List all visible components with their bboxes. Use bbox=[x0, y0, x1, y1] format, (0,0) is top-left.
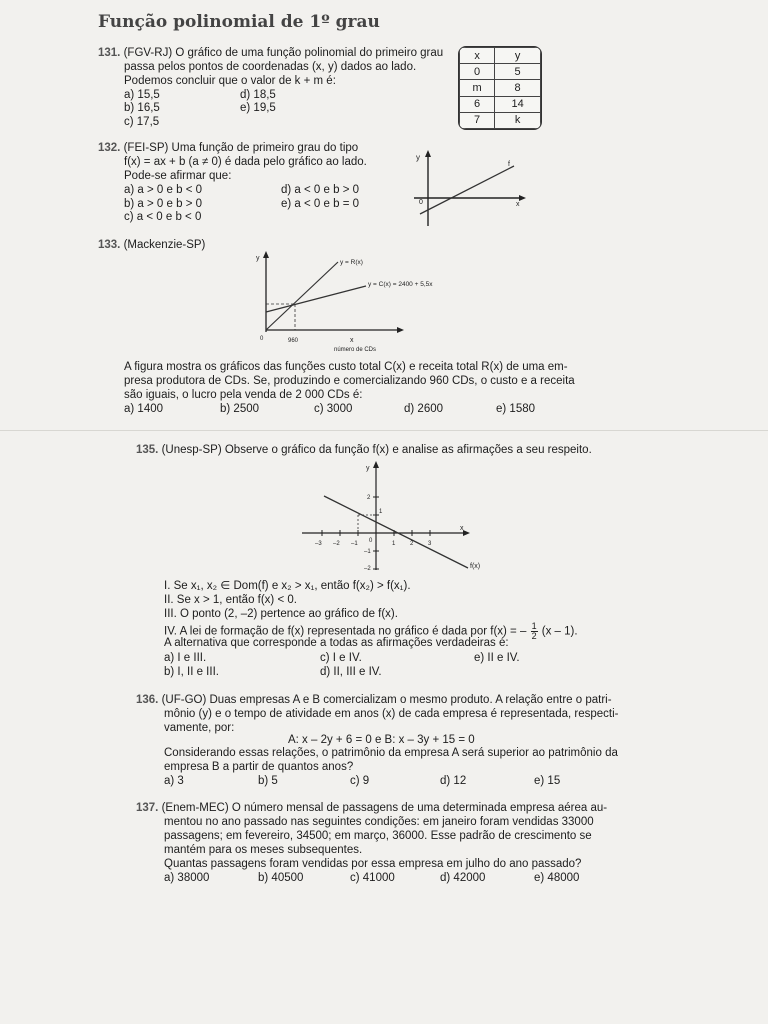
option-b[interactable]: b) 5 bbox=[258, 775, 278, 787]
table-cell: k bbox=[495, 112, 541, 128]
x-tick-label: 1 bbox=[392, 541, 396, 547]
fraction-numerator: 1 bbox=[531, 621, 537, 631]
question-number: 133. bbox=[98, 239, 121, 251]
table-header: y bbox=[495, 48, 541, 64]
question-text: Quantas passagens foram vendidas por essa empresa em julho do ano passado? bbox=[164, 858, 582, 870]
page-title: Função polinomial de 1º grau bbox=[98, 12, 380, 32]
axis-label-y: y bbox=[256, 255, 260, 262]
page-divider bbox=[0, 430, 768, 431]
question-text: (Enem-MEC) O número mensal de passagens de uma determinada empresa aérea au- bbox=[161, 802, 608, 814]
statement-iv-tail: (x – 1). bbox=[541, 625, 578, 638]
axis-label-x: x bbox=[350, 337, 354, 344]
graph-133 bbox=[252, 248, 472, 354]
axis-label-y: y bbox=[416, 153, 420, 162]
y-tick-label: –2 bbox=[364, 566, 371, 572]
question-number: 132. bbox=[98, 142, 121, 154]
question-text: mônio (y) e o tempo de atividade em anos (x) de cada empresa é representada, respecti- bbox=[164, 708, 619, 720]
option-a[interactable]: a) 3 bbox=[164, 775, 184, 787]
line-label: f bbox=[508, 161, 510, 168]
question-text: passa pelos pontos de coordenadas (x, y) dados ao lado. bbox=[124, 61, 417, 73]
question-number: 136. bbox=[136, 694, 159, 706]
origin-label: 0 bbox=[419, 199, 423, 206]
question-text: A alternativa que corresponde a todas as afirmações verdadeiras é: bbox=[164, 637, 509, 649]
origin-label: 0 bbox=[260, 336, 264, 342]
equation: A: x – 2y + 6 = 0 e B: x – 3y + 15 = 0 bbox=[288, 734, 475, 746]
option-e[interactable]: e) II e IV. bbox=[474, 652, 520, 664]
question-text: (Mackenzie-SP) bbox=[123, 239, 206, 251]
question-text: Podemos concluir que o valor de k + m é: bbox=[124, 75, 336, 87]
table-cell: 5 bbox=[495, 64, 541, 80]
question-text: presa produtora de CDs. Se, produzindo e comercializando 960 CDs, o custo e a receita bbox=[124, 375, 575, 387]
question-text: passagens; em fevereiro, 34500; em março, 36000. Esse padrão de crescimento se bbox=[164, 830, 592, 842]
question-number: 131. bbox=[98, 47, 121, 59]
option-b[interactable]: b) 16,5 bbox=[124, 102, 160, 114]
x-tick-label: –2 bbox=[333, 541, 340, 547]
series-label-r: y = R(x) bbox=[340, 259, 363, 266]
function-label: f(x) bbox=[470, 563, 481, 570]
axis-label-x: x bbox=[460, 525, 464, 532]
table-cell: 14 bbox=[495, 96, 541, 112]
axis-label-y: y bbox=[366, 465, 370, 472]
option-e[interactable]: e) 48000 bbox=[534, 872, 580, 884]
option-e[interactable]: e) a < 0 e b = 0 bbox=[281, 198, 360, 210]
option-d[interactable]: d) II, III e IV. bbox=[320, 666, 382, 678]
x-axis-caption: número de CDs bbox=[334, 347, 377, 353]
tick-label: 960 bbox=[288, 338, 299, 344]
question-text: (FGV-RJ) O gráfico de uma função polinomial do primeiro grau bbox=[123, 47, 444, 59]
option-e[interactable]: e) 15 bbox=[534, 775, 561, 787]
option-d[interactable]: d) 2600 bbox=[404, 403, 444, 415]
fraction bbox=[531, 622, 538, 641]
question-text: vamente, por: bbox=[164, 722, 235, 734]
statement-iv: IV. A lei de formação de f(x) representada no gráfico é dada por f(x) = – bbox=[164, 625, 527, 638]
statement-iii: III. O ponto (2, –2) pertence ao gráfico de f(x). bbox=[164, 608, 398, 620]
axis-label-x: x bbox=[516, 201, 520, 208]
option-e[interactable]: e) 1580 bbox=[496, 403, 536, 415]
y-tick-label: 2 bbox=[367, 495, 371, 501]
option-c[interactable]: c) 41000 bbox=[350, 872, 395, 884]
option-a[interactable]: a) 1400 bbox=[124, 403, 164, 415]
question-number: 137. bbox=[136, 802, 159, 814]
y-tick-label: 1 bbox=[379, 509, 383, 515]
graph-135 bbox=[296, 460, 496, 574]
question-text: mentou no ano passado nas seguintes condições: em janeiro foram vendidas 33000 bbox=[164, 816, 594, 828]
option-e[interactable]: e) 19,5 bbox=[240, 102, 276, 114]
table-cell: 8 bbox=[495, 80, 541, 96]
y-tick-label: –1 bbox=[364, 549, 371, 555]
option-c[interactable]: c) a < 0 e b < 0 bbox=[124, 211, 202, 223]
statement-i: I. Se x₁, x₂ ∈ Dom(f) e x₂ > x₁, então f(x₂) > f(x₁). bbox=[164, 580, 411, 592]
option-b[interactable]: b) a > 0 e b > 0 bbox=[124, 198, 203, 210]
question-text: (UF-GO) Duas empresas A e B comercializam o mesmo produto. A relação entre o patri- bbox=[161, 694, 612, 706]
x-tick-label: 2 bbox=[410, 541, 414, 547]
option-a[interactable]: a) 38000 bbox=[164, 872, 210, 884]
question-number: 135. bbox=[136, 444, 159, 456]
option-b[interactable]: b) 2500 bbox=[220, 403, 260, 415]
option-b[interactable]: b) 40500 bbox=[258, 872, 304, 884]
option-a[interactable]: a) a > 0 e b < 0 bbox=[124, 184, 203, 196]
question-text: Considerando essas relações, o patrimônio da empresa A será superior ao patrimônio da bbox=[164, 747, 618, 759]
option-a[interactable]: a) 15,5 bbox=[124, 89, 160, 101]
table-cell: 7 bbox=[460, 112, 495, 128]
question-text: (Unesp-SP) Observe o gráfico da função f(x) e analise as afirmações a seu respeito. bbox=[161, 444, 592, 456]
option-d[interactable]: d) 42000 bbox=[440, 872, 486, 884]
fraction-denominator: 2 bbox=[531, 631, 537, 641]
graph-132 bbox=[410, 148, 530, 232]
option-d[interactable]: d) 18,5 bbox=[240, 89, 276, 101]
series-label-c: y = C(x) = 2400 + 5,5x bbox=[368, 281, 433, 288]
option-c[interactable]: c) 9 bbox=[350, 775, 370, 787]
table-cell: m bbox=[460, 80, 495, 96]
question-text: f(x) = ax + b (a ≠ 0) é dada pelo gráfico ao lado. bbox=[124, 156, 367, 168]
table-cell: 6 bbox=[460, 96, 495, 112]
statement-ii: II. Se x > 1, então f(x) < 0. bbox=[164, 594, 297, 606]
question-text: (FEI-SP) Uma função de primeiro grau do tipo bbox=[123, 142, 359, 154]
question-text: mantém para os meses subsequentes. bbox=[164, 844, 363, 856]
question-text: A figura mostra os gráficos das funções custo total C(x) e receita total R(x) de uma em- bbox=[124, 361, 568, 373]
table-cell: 0 bbox=[460, 64, 495, 80]
x-tick-label: 0 bbox=[369, 538, 373, 544]
option-d[interactable]: d) a < 0 e b > 0 bbox=[281, 184, 360, 196]
xy-table bbox=[458, 46, 542, 130]
table-header: x bbox=[460, 48, 495, 64]
question-text: empresa B a partir de quantos anos? bbox=[164, 761, 354, 773]
question-text: Pode-se afirmar que: bbox=[124, 170, 232, 182]
option-c[interactable]: c) 17,5 bbox=[124, 116, 160, 128]
x-tick-label: –1 bbox=[351, 541, 358, 547]
option-b[interactable]: b) I, II e III. bbox=[164, 666, 219, 678]
option-a[interactable]: a) I e III. bbox=[164, 652, 207, 664]
question-text: são iguais, o lucro pela venda de 2 000 CDs é: bbox=[124, 389, 363, 401]
option-d[interactable]: d) 12 bbox=[440, 775, 467, 787]
x-tick-label: 3 bbox=[428, 541, 432, 547]
option-c[interactable]: c) 3000 bbox=[314, 403, 353, 415]
option-c[interactable]: c) I e IV. bbox=[320, 652, 362, 664]
x-tick-label: –3 bbox=[315, 541, 322, 547]
